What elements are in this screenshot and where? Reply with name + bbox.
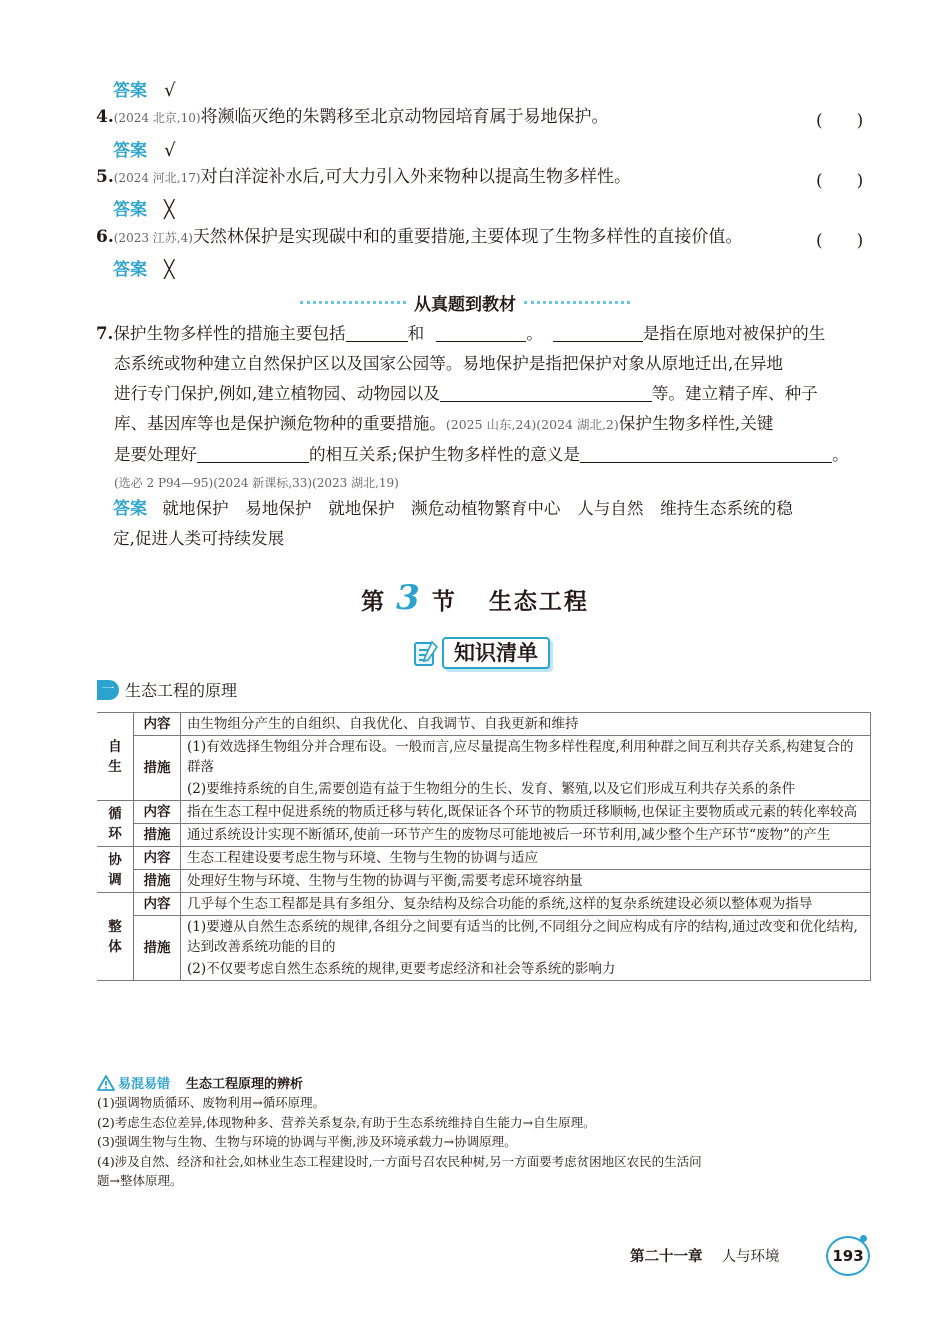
- question-text: 天然林保护是实现碳中和的重要措施,主要体现了生物多样性的直接价值。: [192, 227, 743, 247]
- question-source: (2024 北京,10): [113, 111, 201, 125]
- answer-row: [113, 136, 176, 161]
- section-title: [0, 578, 950, 618]
- cell-text: (2)要维持系统的自生,需要创造有益于生物组分的生长、发育、繁殖,以及它们形成互利共存关系的条件: [181, 778, 871, 801]
- answer-value: ╳: [164, 200, 175, 220]
- cell-text: 通过系统设计实现不断循环,使前一环节产生的废物尽可能地被后一环节利用,减少整个生产环节“废物”的产生: [181, 824, 871, 847]
- subsection-title: 从真题到教材: [414, 295, 516, 315]
- principle-name: 协调: [97, 847, 134, 893]
- section-name: 生态工程: [488, 588, 589, 615]
- knowledge-title: 知识清单: [442, 637, 550, 669]
- fill-blank[interactable]: [553, 321, 643, 342]
- row-type: 措施: [134, 736, 181, 801]
- note-tag: 易混易错: [118, 1077, 171, 1092]
- answer-row: [113, 494, 873, 524]
- table-row: [97, 778, 871, 801]
- answer-label: 答案: [113, 260, 147, 280]
- footer-title: 人与环境: [721, 1249, 780, 1265]
- table-row: [97, 801, 871, 824]
- note-line: (1)强调物质循环、废物利用→循环原理。: [97, 1095, 326, 1110]
- row-type: 措施: [134, 870, 181, 893]
- answer-value: ╳: [164, 260, 175, 280]
- answer-bracket: ( ): [816, 171, 864, 191]
- note-body: [97, 1093, 702, 1191]
- question-5: [96, 166, 631, 189]
- q7-text: 是指在原地对被保护的生: [642, 324, 826, 343]
- principles-table: [97, 712, 871, 981]
- cell-text: (1)要遵从自然生态系统的规律,各组分之间要有适当的比例,不同组分之间应构成有序的结构,通过改变和优化结构,达到改善系统功能的目的: [181, 916, 871, 959]
- table-row: [97, 893, 871, 916]
- row-type: 内容: [134, 713, 181, 736]
- fill-blank[interactable]: [580, 442, 832, 463]
- q7-text: 和: [407, 324, 425, 343]
- answer-text: 定,促进人类可持续发展: [113, 529, 285, 548]
- q7-text: 保护生物多样性,关键: [618, 414, 774, 433]
- row-type: 措施: [134, 916, 181, 981]
- dotted-line-left: [300, 301, 406, 304]
- page-dot-decoration: [860, 1235, 867, 1242]
- note-line: (2)考虑生态位差异,体现物种多、营养关系复杂,有助于生态系统维持自生能力→自生原理。: [97, 1114, 596, 1130]
- question-6: [96, 226, 742, 249]
- q7-line-4: [96, 409, 872, 440]
- page-number: 193: [826, 1236, 870, 1276]
- table-row: [97, 713, 871, 736]
- table-row: [97, 824, 871, 847]
- row-type: 内容: [134, 847, 181, 870]
- q7-source: (选必 2 P94—95)(2024 新课标,33)(2023 湖北,19): [114, 476, 399, 490]
- topic-title: 生态工程的原理: [125, 681, 238, 700]
- q7-text: 保护生物多样性的措施主要包括: [113, 324, 346, 343]
- note-heading: [97, 1073, 303, 1092]
- principle-name: 自生: [97, 713, 134, 801]
- principle-name: 整体: [97, 893, 134, 981]
- cell-text: 生态工程建设要考虑生物与环境、生物与生物的协调与适应: [181, 847, 871, 870]
- fill-blank[interactable]: [346, 321, 408, 342]
- topic-heading: [97, 678, 237, 701]
- cell-text: (2)不仅要考虑自然生态系统的规律,更要考虑经济和社会等系统的影响力: [181, 958, 871, 981]
- answer-label: 答案: [113, 499, 147, 519]
- warning-icon: [97, 1075, 115, 1091]
- question-7: [96, 318, 872, 496]
- subsection-divider: [300, 290, 630, 315]
- fill-blank[interactable]: [197, 442, 309, 463]
- section-suffix: 节: [431, 588, 457, 615]
- q7-line-2: 态系统或物种建立自然保护区以及国家公园等。易地保护是指把保护对象从原地迁出,在异地: [114, 354, 784, 373]
- q7-line-3: [96, 379, 872, 409]
- note-line: 题→整体原理。: [97, 1173, 183, 1188]
- answer-row: [113, 255, 174, 280]
- table-row: [97, 870, 871, 893]
- question-source: (2024 河北,17): [113, 171, 201, 185]
- question-source: (2023 江苏,4): [113, 231, 193, 245]
- question-number: 4.: [96, 107, 114, 127]
- table-row: [97, 958, 871, 981]
- principle-name: 循环: [97, 801, 134, 847]
- cell-text: 指在生态工程中促进系统的物质迁移与转化,既保证各个环节的物质迁移顺畅,也保证主要物质或元素的转化率较高: [181, 801, 871, 824]
- answer-value: √: [164, 140, 176, 161]
- q7-line-1: [96, 318, 872, 349]
- topic-badge: 一: [97, 680, 119, 700]
- q7-text: 。: [832, 445, 849, 464]
- row-type: 内容: [134, 893, 181, 916]
- answer-label: 答案: [113, 81, 147, 101]
- q7-answer: [113, 494, 873, 554]
- row-type: 内容: [134, 801, 181, 824]
- note-line: (4)涉及自然、经济和社会,如林业生态工程建设时,一方面号召农民种树,另一方面要考虑贫困地区农民的生活问: [97, 1153, 702, 1169]
- cell-text: 几乎每个生态工程都是具有多组分、复杂结构及综合功能的系统,这样的复杂系统建设必须以整体观为指导: [181, 893, 871, 916]
- answer-label: 答案: [113, 200, 147, 220]
- notepad-icon: [412, 638, 440, 668]
- answer-bracket: ( ): [816, 111, 864, 131]
- fill-blank[interactable]: [436, 321, 526, 342]
- q7-line-5: [96, 440, 872, 470]
- section-number: 3: [396, 578, 422, 618]
- note-title: 生态工程原理的辨析: [186, 1077, 304, 1092]
- q7-text: 。: [526, 324, 543, 343]
- answer-label: 答案: [113, 141, 147, 161]
- question-text: 将濒临灭绝的朱鹮移至北京动物园培育属于易地保护。: [200, 107, 609, 127]
- footer-chapter: 第二十一章: [630, 1249, 703, 1265]
- answer-row: [113, 76, 176, 101]
- question-number: 6.: [96, 227, 114, 247]
- q7-text: 的相互关系;保护生物多样性的意义是: [308, 445, 581, 464]
- q7-source: (2025 山东,24)(2024 湖北,2): [445, 417, 619, 432]
- cell-text: 由生物组分产生的自组织、自我优化、自我调节、自我更新和维持: [181, 713, 871, 736]
- table-row: [97, 847, 871, 870]
- row-type: 措施: [134, 824, 181, 847]
- question-number: 5.: [96, 167, 114, 187]
- note-line: (3)强调生物与生物、生物与环境的协调与平衡,涉及环境承载力→协调原理。: [97, 1134, 517, 1149]
- cell-text: 处理好生物与环境、生物与生物的协调与平衡,需要考虑环境容纳量: [181, 870, 871, 893]
- footer-text: [630, 1245, 780, 1266]
- answer-row: [113, 195, 174, 220]
- question-text: 对白洋淀补水后,可大力引入外来物种以提高生物多样性。: [200, 167, 631, 187]
- answer-value: √: [164, 80, 176, 101]
- q7-text: 进行专门保护,例如,建立植物园、动物园以及: [114, 384, 440, 403]
- table-row: [97, 916, 871, 959]
- cell-text: (1)有效选择生物组分并合理布设。一般而言,应尽量提高生物多样性程度,利用种群之间互利共存关系,构建复合的群落: [181, 736, 871, 779]
- q7-text: 是要处理好: [114, 445, 197, 464]
- q7-text: 等。建立精子库、种子: [651, 384, 818, 403]
- dotted-line-right: [524, 301, 630, 304]
- section-prefix: 第: [361, 588, 387, 615]
- table-row: [97, 736, 871, 779]
- answer-bracket: ( ): [816, 231, 864, 251]
- question-number: 7.: [96, 323, 114, 343]
- fill-blank[interactable]: [440, 381, 652, 402]
- question-4: [96, 106, 609, 129]
- answer-text: 就地保护 易地保护 就地保护 濒危动植物繁育中心 人与自然 维持生态系统的稳: [162, 499, 793, 518]
- knowledge-heading: [412, 636, 550, 670]
- q7-text: 库、基因库等也是保护濒危物种的重要措施。: [114, 414, 446, 433]
